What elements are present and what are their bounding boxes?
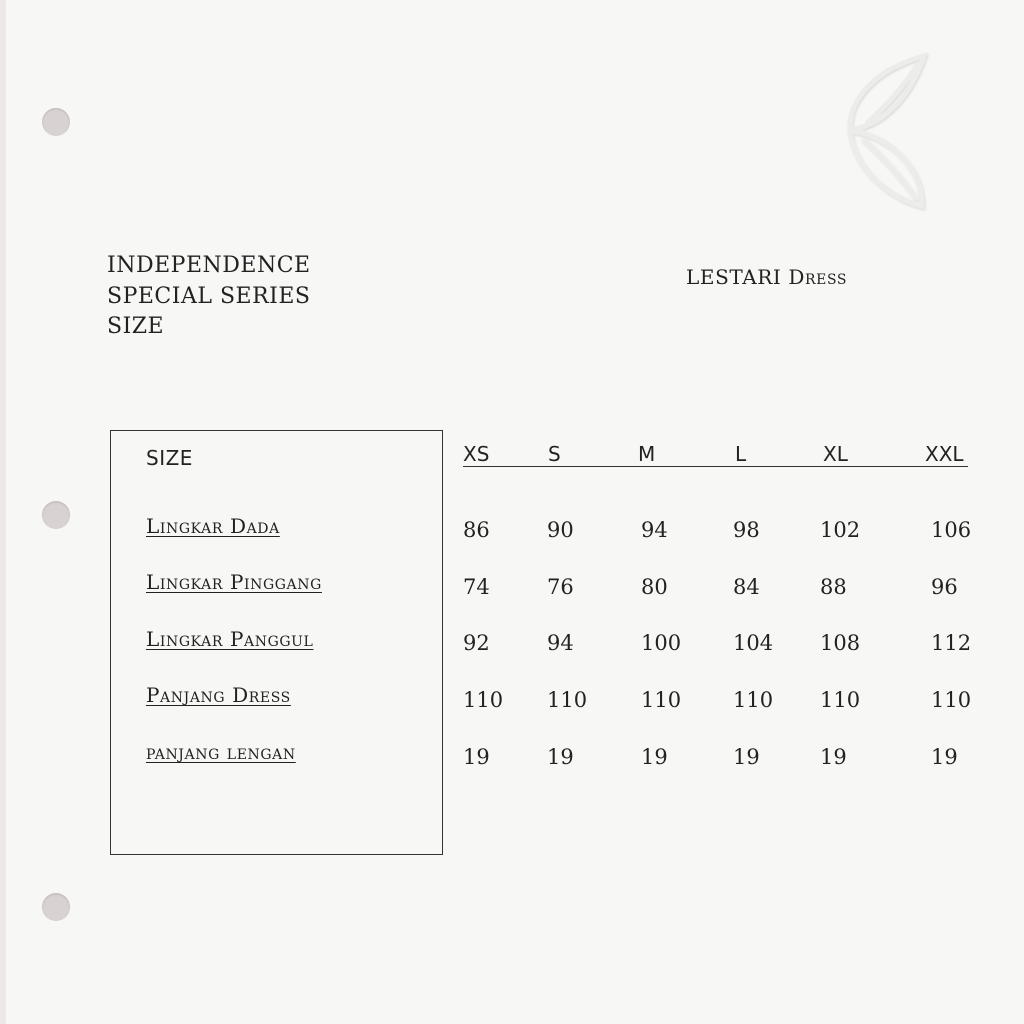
size-value-cell: 110 [463, 688, 504, 712]
size-value-cell: 74 [463, 575, 490, 599]
title-line-3: SIZE [107, 314, 165, 339]
size-value-cell: 98 [733, 518, 760, 542]
size-value-cell: 76 [547, 575, 574, 599]
size-value-cell: 108 [820, 631, 861, 655]
row-label-lingkar-dada: Lingkar Dada [146, 514, 280, 538]
embossed-leaf-logo-icon [838, 48, 938, 213]
size-header-l: L [735, 442, 747, 466]
size-value-cell: 19 [733, 745, 760, 769]
size-header-m: M [638, 442, 656, 466]
product-name: LESTARI Dress [686, 265, 848, 289]
size-value-cell: 110 [931, 688, 972, 712]
page-edge [0, 0, 6, 1024]
size-value-cell: 110 [547, 688, 588, 712]
size-value-cell: 106 [931, 518, 972, 542]
size-value-cell: 110 [820, 688, 861, 712]
size-header-xl: XL [823, 442, 848, 466]
size-value-cell: 100 [641, 631, 682, 655]
size-value-cell: 19 [547, 745, 574, 769]
size-value-cell: 102 [820, 518, 861, 542]
size-value-cell: 80 [641, 575, 668, 599]
punch-hole-icon [42, 893, 70, 921]
size-header-underline [463, 466, 968, 467]
row-label-panjang-lengan: panjang lengan [146, 740, 296, 764]
size-value-cell: 88 [820, 575, 847, 599]
size-header-xs: XS [463, 442, 490, 466]
row-label-panjang-dress: Panjang Dress [146, 683, 291, 707]
size-value-cell: 110 [641, 688, 682, 712]
size-value-cell: 86 [463, 518, 490, 542]
size-value-cell: 92 [463, 631, 490, 655]
size-header-xxl: XXL [925, 442, 964, 466]
collection-title [107, 251, 311, 343]
size-value-cell: 19 [641, 745, 668, 769]
size-value-cell: 19 [463, 745, 490, 769]
title-line-2: SPECIAL SERIES [107, 283, 311, 309]
size-value-cell: 104 [733, 631, 774, 655]
title-line-1: INDEPENDENCE [107, 253, 311, 278]
size-header-s: S [548, 442, 561, 466]
size-value-cell: 19 [820, 745, 847, 769]
row-label-lingkar-pinggang: Lingkar Pinggang [146, 570, 322, 594]
size-value-cell: 110 [733, 688, 774, 712]
punch-hole-icon [42, 501, 70, 529]
size-value-cell: 94 [641, 518, 668, 542]
size-column-header: SIZE [146, 446, 193, 470]
size-value-cell: 90 [547, 518, 574, 542]
size-value-cell: 96 [931, 575, 958, 599]
punch-hole-icon [42, 108, 70, 136]
size-value-cell: 94 [547, 631, 574, 655]
size-value-cell: 112 [931, 631, 972, 655]
row-label-lingkar-panggul: Lingkar Panggul [146, 627, 314, 651]
size-value-cell: 84 [733, 575, 760, 599]
size-value-cell: 19 [931, 745, 958, 769]
